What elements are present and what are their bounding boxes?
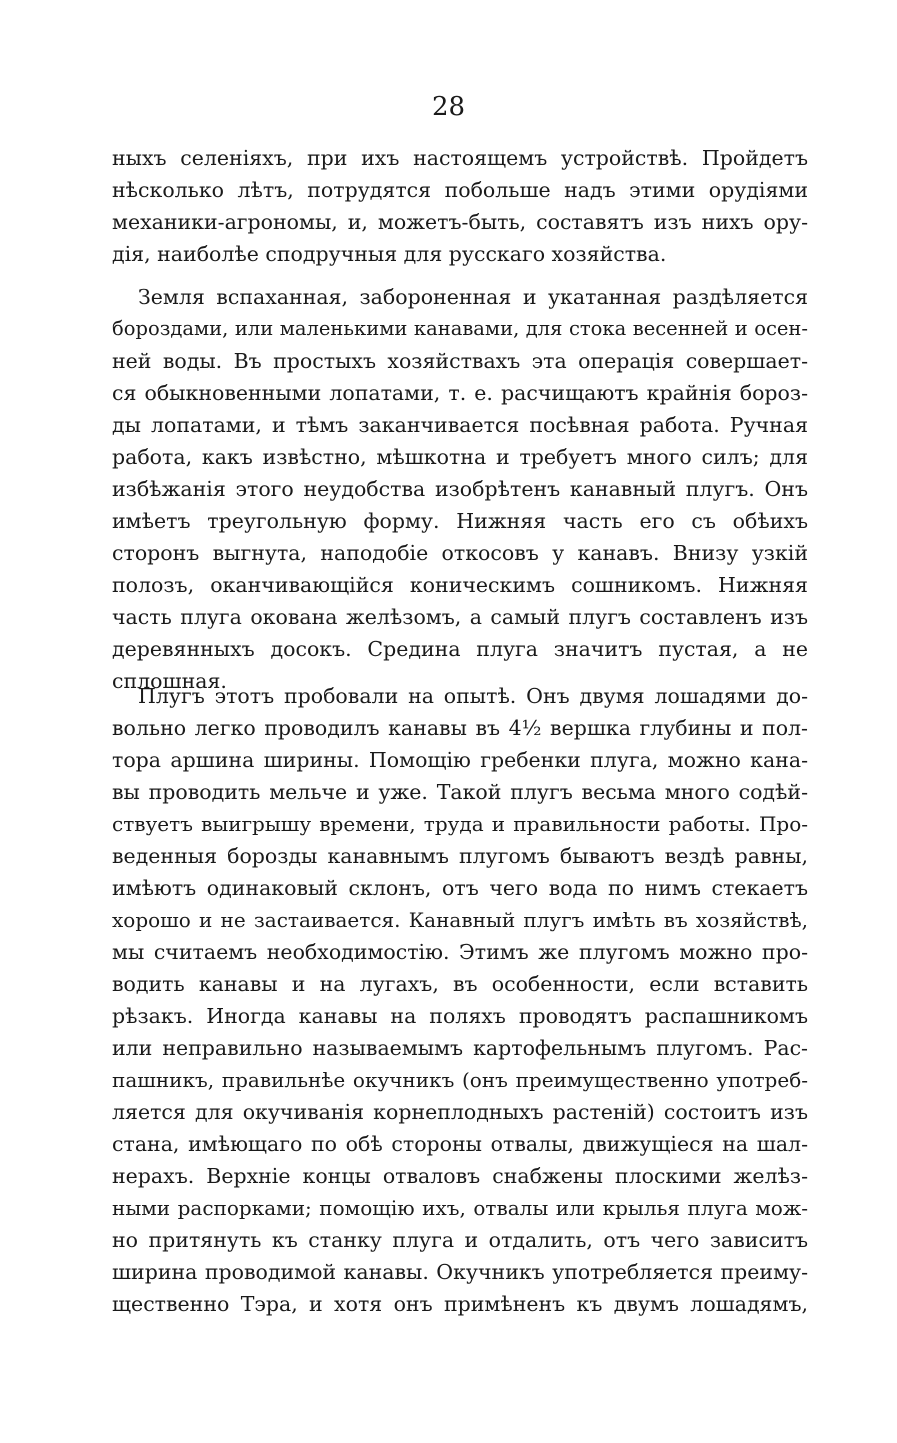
text-line: ней воды. Въ простыхъ хозяйствахъ эта операція совершает-: [112, 349, 808, 373]
text-line: но притянуть къ станку плуга и отдалить, отъ чего зависитъ: [112, 1228, 808, 1252]
text-line: дія, наиболѣе сподручныя для русскаго хозяйства.: [112, 242, 667, 266]
text-line: ширина проводимой канавы. Окучникъ употребляется преиму-: [112, 1260, 808, 1284]
text-line: тора аршина ширины. Помощію гребенки плуга, можно кана-: [112, 748, 808, 772]
text-line: полозъ, оканчивающійся коническимъ сошникомъ. Нижняя: [112, 573, 808, 597]
paragraph-3: [112, 680, 808, 1320]
text-line: ными распорками; помощію ихъ, отвалы или крылья плуга мож-: [112, 1196, 808, 1220]
text-line: сплошная.: [112, 669, 227, 693]
text-line: мы считаемъ необходимостію. Этимъ же плугомъ можно про-: [112, 940, 808, 964]
text-line: ляется для окучиванія корнеплодныхъ растеній) состоитъ изъ: [112, 1100, 808, 1124]
text-line: водить канавы и на лугахъ, въ особенности, если вставить: [112, 972, 808, 996]
text-line: работа, какъ извѣстно, мѣшкотна и требуетъ много силъ; для: [112, 445, 808, 469]
text-line: нѣсколько лѣтъ, потрудятся побольше надъ этими орудіями: [112, 178, 808, 202]
text-line: часть плуга окована желѣзомъ, а самый плугъ составленъ изъ: [112, 605, 808, 629]
paragraph-1: [112, 142, 808, 270]
text-line: бороздами, или маленькими канавами, для стока весенней и осен-: [112, 317, 808, 340]
text-line: Плугъ этотъ пробовали на опытѣ. Онъ двумя лошадями до-: [138, 684, 808, 708]
text-line: вы проводить мельче и уже. Такой плугъ весьма много содѣй-: [112, 780, 808, 804]
text-line: Земля вспаханная, забороненная и укатанная раздѣляется: [138, 285, 808, 309]
text-line: имѣютъ одинаковый склонъ, отъ чего вода по нимъ стекаетъ: [112, 876, 808, 900]
text-line: щественно Тэра, и хотя онъ примѣненъ къ двумъ лошадямъ,: [112, 1292, 808, 1316]
text-line: избѣжанія этого неудобства изобрѣтенъ канавный плугъ. Онъ: [112, 477, 808, 501]
text-line: ныхъ селеніяхъ, при ихъ настоящемъ устройствѣ. Пройдетъ: [112, 146, 808, 170]
text-line: имѣетъ треугольную форму. Нижняя часть его съ обѣихъ: [112, 509, 808, 533]
paragraph-2: [112, 281, 808, 697]
text-line: вольно легко проводилъ канавы въ 4½ вершка глубины и пол-: [112, 716, 808, 740]
text-line: ствуетъ выигрышу времени, труда и правильности работы. Про-: [112, 812, 808, 836]
text-line: деревянныхъ досокъ. Средина плуга значитъ пустая, а не: [112, 637, 808, 661]
text-line: веденныя борозды канавнымъ плугомъ бываютъ вездѣ равны,: [112, 844, 808, 868]
text-line: ды лопатами, и тѣмъ заканчивается посѣвная работа. Ручная: [112, 413, 808, 437]
text-line: ся обыкновенными лопатами, т. е. расчищаютъ крайнія бороз-: [112, 381, 808, 405]
text-line: рѣзакъ. Иногда канавы на поляхъ проводятъ распашникомъ: [112, 1004, 808, 1028]
text-line: пашникъ, правильнѣе окучникъ (онъ преимущественно употреб-: [112, 1068, 808, 1092]
text-line: механики-агрономы, и, можетъ-быть, составятъ изъ нихъ ору-: [112, 210, 808, 234]
text-line: хорошо и не застаивается. Канавный плугъ имѣть въ хозяйствѣ,: [112, 908, 808, 932]
text-line: нерахъ. Верхніе концы отваловъ снабжены плоскими желѣз-: [112, 1164, 808, 1188]
page-number: 28: [431, 92, 466, 122]
text-line: или неправильно называемымъ картофельнымъ плугомъ. Рас-: [112, 1036, 808, 1060]
text-line: сторонъ выгнута, наподобіе откосовъ у канавъ. Внизу узкій: [112, 541, 808, 565]
text-line: стана, имѣющаго по обѣ стороны отвалы, движущіеся на шал-: [112, 1132, 808, 1156]
